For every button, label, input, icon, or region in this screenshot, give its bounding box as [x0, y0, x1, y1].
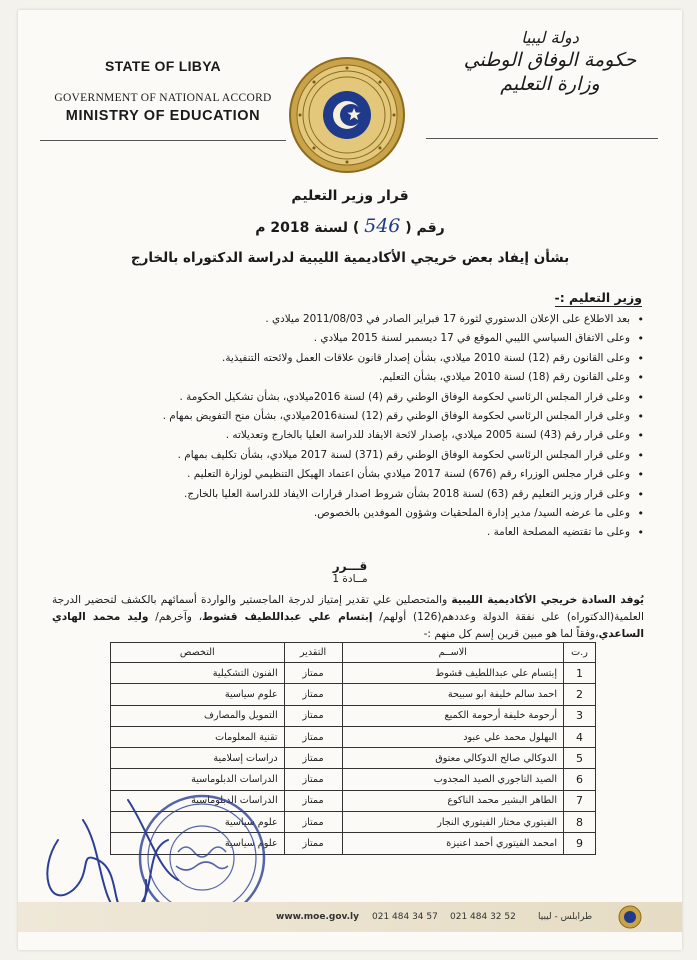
- table-row: [111, 748, 596, 769]
- decree-number-suffix: ) لسنة 2018 م: [255, 220, 360, 236]
- header-num: ر.ت: [564, 643, 596, 663]
- header-name: الاســم: [342, 643, 564, 663]
- row-name: الصيد التاجوري الصيد المجدوب: [342, 769, 564, 790]
- decree-subject: بشأن إيفاد بعض خريجي الأكاديمية الليبية لدراسة الدكتوراه بالخارج: [130, 250, 570, 266]
- row-specialty: علوم سياسية: [111, 684, 285, 705]
- row-name: الفيتوري مختار الفيتوري النجار: [342, 812, 564, 833]
- state-name-ar: دولة ليبيا: [521, 28, 579, 47]
- ministry-name-ar: وزارة التعليم: [500, 73, 600, 95]
- clause-item: • وعلى قرار المجلس الرئاسي لحكومة الوفاق الوطني رقم (4) لسنة 2016ميلادي، بشأن تشكيل الحكومة .: [54, 388, 644, 407]
- preamble-heading: وزير التعليم :-: [554, 290, 642, 305]
- article-body: والمتحصلين علي تقدير إمتياز لدرجة الماجستير والواردة أسمائهم بالكشف لتحضير الدرجة العلمية(الدكتوراه) على نفقة الدولة وعددهم(126) أولهم/: [52, 594, 644, 623]
- row-name: البهلول محمد علي عبود: [342, 726, 564, 747]
- decree-number-prefix: رقم (: [405, 220, 445, 236]
- table-row: [111, 705, 596, 726]
- footer-phone-2: 021 484 32 52: [450, 912, 516, 922]
- header-rule-left: [40, 140, 286, 141]
- footer-emblem-icon: [618, 905, 642, 929]
- row-num: 4: [564, 726, 596, 747]
- row-name: امحمد الفيتوري أحمد اعنيزة: [342, 833, 564, 854]
- row-num: 2: [564, 684, 596, 705]
- row-grade: ممتاز: [284, 726, 342, 747]
- row-specialty: التمويل والمصارف: [111, 705, 285, 726]
- decree-number: [58, 215, 642, 237]
- row-name: إبتسام علي عبداللطيف قشوط: [342, 663, 564, 684]
- clause-item: • وعلى قرار المجلس الرئاسي لحكومة الوفاق الوطني رقم (12) لسنة2016ميلادي، بشأن منح التفويض بمهام .: [54, 407, 644, 426]
- row-name: الطاهر البشير محمد الناكوع: [342, 790, 564, 811]
- clause-item: • وعلى الاتفاق السياسي الليبي الموقع في 17 ديسمبر لسنة 2015 ميلادي .: [54, 329, 644, 348]
- row-num: 9: [564, 833, 596, 854]
- page-footer: [18, 890, 682, 950]
- article-tail: ،وفقاً لما هو مبين قرين إسم كل منهم :-: [423, 628, 599, 640]
- decree-page: [18, 10, 682, 950]
- row-grade: ممتاز: [284, 748, 342, 769]
- row-grade: ممتاز: [284, 705, 342, 726]
- row-num: 3: [564, 705, 596, 726]
- row-grade: ممتاز: [284, 790, 342, 811]
- table-row: [111, 684, 596, 705]
- article-middle: ، وآخرهم/: [148, 611, 203, 623]
- government-name-en: GOVERNMENT OF NATIONAL ACCORD: [54, 92, 272, 104]
- header-rule-right: [426, 138, 658, 139]
- decision-heading: قـــرر: [332, 559, 368, 573]
- header-specialty: التخصص: [111, 643, 285, 663]
- clause-item: • وعلى قرار وزير التعليم رقم (63) لسنة 2018 بشأن شروط اصدار قرارات الايفاد للدراسة العليا بالخارج.: [54, 485, 644, 504]
- last-name: وليد محمد الهادي الساعدي: [52, 611, 644, 640]
- table-row: [111, 663, 596, 684]
- row-num: 1: [564, 663, 596, 684]
- clause-item: • وعلى قرار رقم (43) لسنة 2005 ميلادي، بإصدار لائحة الايفاد للدراسة العليا بالخارج وتعديلاته .: [54, 426, 644, 445]
- english-header: [40, 58, 286, 124]
- row-specialty: دراسات إسلامية: [111, 748, 285, 769]
- preamble-clauses: [54, 310, 644, 543]
- row-specialty: الفنون التشكيلية: [111, 663, 285, 684]
- ministry-emblem-icon: [288, 56, 406, 174]
- clause-item: • وعلى قرار مجلس الوزراء رقم (676) لسنة 2017 ميلادي بشأن اعتماد الهيكل التنظيمي لوزارة التعليم .: [54, 465, 644, 484]
- table-header-row: [111, 643, 596, 663]
- row-grade: ممتاز: [284, 684, 342, 705]
- decree-title: قرار وزير التعليم: [291, 188, 409, 204]
- clause-item: • وعلى ما عرضه السيد/ مدير إدارة الملحقيات وشؤون الموفدين بالخصوص.: [54, 504, 644, 523]
- footer-phone-1: 021 484 34 57: [372, 912, 438, 922]
- row-grade: ممتاز: [284, 812, 342, 833]
- row-specialty: علوم سياسية: [111, 833, 285, 854]
- clause-item: • وعلى القانون رقم (18) لسنة 2010 ميلادي، بشأن التعليم.: [54, 368, 644, 387]
- row-specialty: علوم سياسية: [111, 812, 285, 833]
- clause-item: • بعد الاطلاع على الإعلان الدستوري لثورة 17 فبراير الصادر في 2011/08/03 ميلادي .: [54, 310, 644, 329]
- table-row: [111, 726, 596, 747]
- article-text: [52, 592, 644, 643]
- row-name: أرحومة خليفة أرحومة الكميع: [342, 705, 564, 726]
- arabic-header: [450, 28, 650, 95]
- row-num: 8: [564, 812, 596, 833]
- row-grade: ممتاز: [284, 769, 342, 790]
- row-num: 6: [564, 769, 596, 790]
- row-specialty: الدراسات الدبلوماسية: [111, 769, 285, 790]
- article-heading: مــادة 1: [332, 573, 368, 585]
- header-grade: التقدير: [284, 643, 342, 663]
- clause-item: • وعلى القانون رقم (12) لسنة 2010 ميلادي، بشأن إصدار قانون علاقات العمل ولائحته التنفيذية.: [54, 349, 644, 368]
- row-specialty: الدراسات الدبلوماسية: [111, 790, 285, 811]
- row-grade: ممتاز: [284, 663, 342, 684]
- clause-item: • وعلى قرار المجلس الرئاسي لحكومة الوفاق الوطني رقم (371) لسنة 2017 ميلادي، بشأن تكليف بمهام .: [54, 446, 644, 465]
- ministry-name-en: MINISTRY OF EDUCATION: [65, 108, 261, 124]
- row-num: 7: [564, 790, 596, 811]
- row-specialty: تقنية المعلومات: [111, 726, 285, 747]
- row-name: احمد سالم خليفة ابو سبيحة: [342, 684, 564, 705]
- first-name: إبتسام علي عبداللطيف قشوط: [202, 611, 373, 623]
- government-name-ar: حكومة الوفاق الوطني: [463, 49, 637, 71]
- row-num: 5: [564, 748, 596, 769]
- row-grade: ممتاز: [284, 833, 342, 854]
- row-name: الدوكالي صالح الدوكالي معتوق: [342, 748, 564, 769]
- footer-city: طرابلس - ليبيا: [538, 912, 593, 922]
- clause-item: • وعلى ما تقتضيه المصلحة العامة .: [54, 523, 644, 542]
- state-name-en: STATE OF LIBYA: [105, 58, 221, 74]
- decree-number-value: 546: [364, 215, 401, 237]
- article-lead: يُوفد السادة خريجي الأكاديمية الليبية: [451, 594, 644, 606]
- footer-website: www.moe.gov.ly: [276, 912, 359, 922]
